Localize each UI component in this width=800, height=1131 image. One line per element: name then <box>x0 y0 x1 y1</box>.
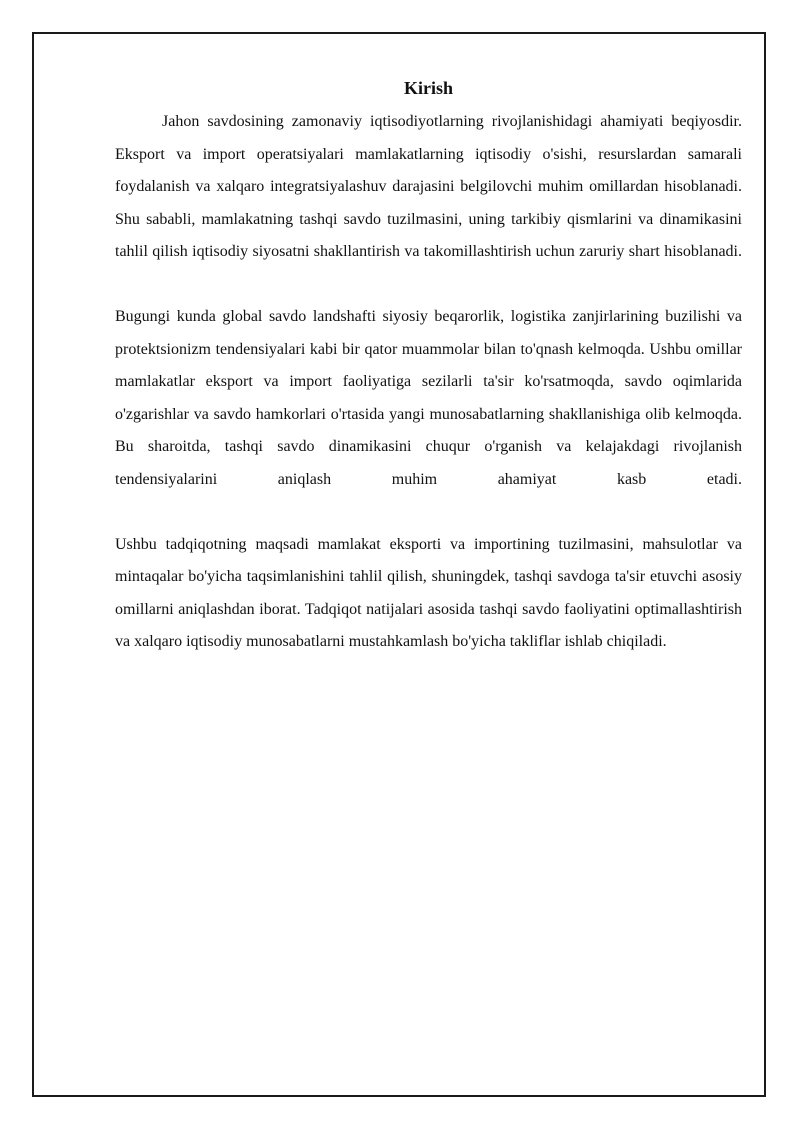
paragraph-challenges: Bugungi kunda global savdo landshafti siyosiy beqarorlik, logistika zanjirlarining buzilishi va protektsionizm tendensiyalari kabi bir qator muammolar bilan to'qnash kelmoqda. Ushbu omillar mamlakatlar eksport va import faoliyatiga sezilarli ta'sir ko'rsatmoqda, savdo oqimlarida o'zgarishlar va savdo hamkorlari o'rtasida yangi munosabatlarning shakllanishiga olib kelmoqda. Bu sharoitda, tashqi savdo dinamikasini chuqur o'rganish va kelajakdagi rivojlanish tendensiyalarini aniqlash muhim ahamiyat kasb etadi. <box>115 308 742 488</box>
document-body <box>115 76 742 659</box>
paragraph-aim: Ushbu tadqiqotning maqsadi mamlakat eksporti va importining tuzilmasini, mahsulotlar va mintaqalar bo'yicha taqsimlanishini tahlil qilish, shuningdek, tashqi savdoga ta'sir etuvchi asosiy omillarni aniqlashdan iborat. Tadqiqot natijalari asosida tashqi savdo faoliyatini optimallashtirish va xalqaro iqtisodiy munosabatlarni mustahkamlash bo'yicha takliflar ishlab chiqiladi. <box>115 535 742 650</box>
paragraph-spacer <box>115 269 742 302</box>
paragraph-spacer <box>115 496 742 529</box>
paragraph-intro: Jahon savdosining zamonaviy iqtisodiyotlarning rivojlanishidagi ahamiyati beqiyosdir. Eksport va import operatsiyalari mamlakatlarning iqtisodiy o'sishi, resurslardan samarali foydalanish va xalqaro integratsiyalashuv darajasini belgilovchi muhim omillardan hisoblanadi. Shu sababli, mamlakatning tashqi savdo tuzilmasini, uning tarkibiy qismlarini va dinamikasini tahlil qilish iqtisodiy siyosatni shakllantirish va takomillashtirish uchun zaruriy shart hisoblanadi. <box>115 113 742 260</box>
document-title: Kirish <box>403 78 453 98</box>
